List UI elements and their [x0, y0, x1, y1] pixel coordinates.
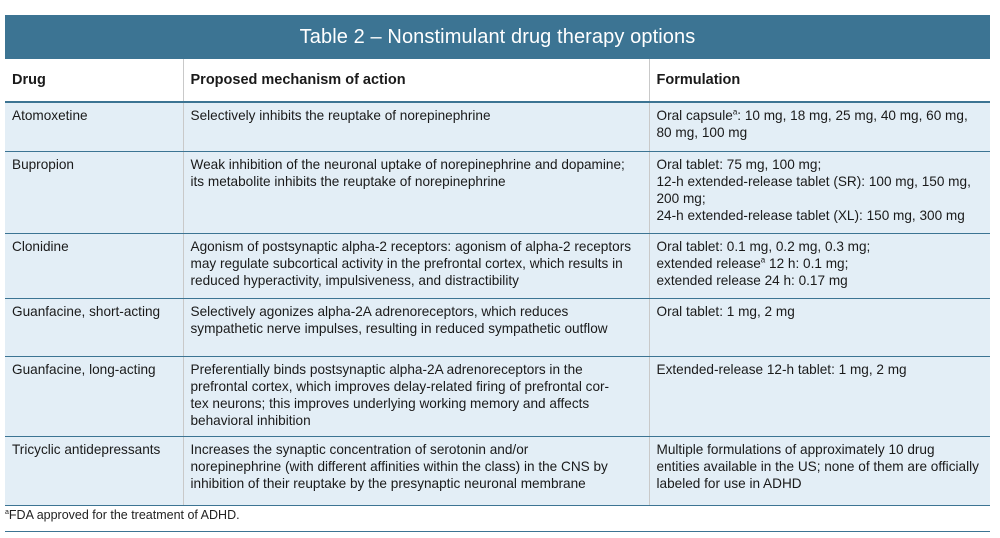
column-header-drug: Drug	[5, 59, 183, 102]
mechanism-cell	[183, 437, 649, 506]
formulation-line	[657, 458, 984, 475]
table-row	[5, 357, 990, 437]
formulation-line	[657, 207, 984, 224]
mechanism-line: Preferentially binds postsynaptic alpha-2A adrenoreceptors in the	[190, 362, 583, 377]
column-header-mechanism: Proposed mechanism of action	[183, 59, 649, 102]
drug-cell: Guanfacine, long-acting	[5, 357, 183, 437]
header-row	[5, 59, 990, 102]
formulation-line	[657, 272, 984, 289]
drug-cell: Tricyclic antidepressants	[5, 437, 183, 506]
formulation-cell	[649, 152, 990, 234]
formulation-line	[657, 441, 984, 458]
formulation-line	[657, 303, 984, 320]
mechanism-line: behavioral inhibition	[190, 413, 311, 428]
formulation-cell	[649, 234, 990, 299]
formulation-text: 80 mg, 100 mg	[656, 125, 748, 140]
mechanism-cell	[183, 234, 649, 299]
drug-table	[5, 59, 990, 506]
formulation-text: : 10 mg, 18 mg, 25 mg, 40 mg, 60 mg,	[737, 108, 968, 123]
footnote-marker: a	[732, 107, 738, 117]
mechanism-line: Selectively inhibits the reuptake of norepinephrine	[190, 108, 491, 123]
mechanism-line: prefrontal cortex, which improves delay-related firing of prefrontal cor-	[190, 379, 610, 394]
mechanism-cell	[183, 102, 649, 152]
formulation-line	[657, 361, 984, 378]
formulation-line	[657, 124, 984, 141]
formulation-text: Oral tablet: 1 mg, 2 mg	[656, 304, 795, 319]
formulation-text: entities available in the US; none of them are officially	[656, 459, 979, 474]
formulation-text: extended release 24 h: 0.17 mg	[656, 273, 848, 288]
column-header-formulation: Formulation	[649, 59, 990, 102]
formulation-text: 12-h extended-release tablet (SR): 100 mg, 150 mg,	[656, 174, 971, 189]
mechanism-line: norepinephrine (with different affinities within the class) in the CNS by	[190, 459, 608, 474]
formulation-text: Extended-release 12-h tablet: 1 mg, 2 mg	[656, 362, 907, 377]
formulation-line	[657, 238, 984, 255]
drug-cell: Atomoxetine	[5, 102, 183, 152]
mechanism-line: Weak inhibition of the neuronal uptake of norepinephrine and dopamine;	[190, 157, 625, 172]
formulation-text: 12 h: 0.1 mg;	[765, 256, 849, 271]
mechanism-line: may regulate subcortical activity in the prefrontal cortex, which results in	[190, 256, 623, 271]
formulation-line	[657, 255, 984, 272]
formulation-line	[657, 156, 984, 173]
formulation-text: Oral tablet: 75 mg, 100 mg;	[656, 157, 822, 172]
formulation-cell	[649, 437, 990, 506]
formulation-text: labeled for use in ADHD	[656, 476, 802, 491]
table-row	[5, 437, 990, 506]
mechanism-line: reduced hyperactivity, impulsiveness, and distractibility	[190, 273, 519, 288]
formulation-cell	[649, 102, 990, 152]
footnote-marker: a	[5, 508, 9, 516]
formulation-text: 200 mg;	[656, 191, 706, 206]
formulation-line	[657, 190, 984, 207]
table-row	[5, 234, 990, 299]
formulation-line	[657, 475, 984, 492]
mechanism-line: Selectively agonizes alpha-2A adrenoreceptors, which reduces	[190, 304, 569, 319]
mechanism-line: sympathetic nerve impulses, resulting in reduced sympathetic outflow	[190, 321, 608, 336]
table-row	[5, 152, 990, 234]
formulation-text: 24-h extended-release tablet (XL): 150 mg, 300 mg	[656, 208, 965, 223]
footnote	[5, 508, 990, 522]
mechanism-line: its metabolite inhibits the reuptake of norepinephrine	[190, 174, 506, 189]
mechanism-line: Agonism of postsynaptic alpha-2 receptors: agonism of alpha-2 receptors	[190, 239, 632, 254]
formulation-text: Oral capsule	[656, 108, 733, 123]
drug-cell: Guanfacine, short-acting	[5, 299, 183, 357]
table-container	[5, 15, 990, 506]
formulation-text: Multiple formulations of approximately 10 drug	[656, 442, 935, 457]
formulation-line	[657, 107, 984, 124]
bottom-divider	[5, 531, 990, 532]
mechanism-line: inhibition of their reuptake by the presynaptic neuronal membrane	[190, 476, 586, 491]
mechanism-cell	[183, 357, 649, 437]
formulation-cell	[649, 357, 990, 437]
drug-cell: Clonidine	[5, 234, 183, 299]
footnote-text: FDA approved for the treatment of ADHD.	[8, 508, 240, 522]
formulation-cell	[649, 299, 990, 357]
table-row	[5, 102, 990, 152]
table-row	[5, 299, 990, 357]
table-title: Table 2 – Nonstimulant drug therapy options	[5, 15, 990, 59]
footnote-marker: a	[760, 255, 766, 265]
mechanism-line: Increases the synaptic concentration of serotonin and/or	[190, 442, 529, 457]
mechanism-cell	[183, 152, 649, 234]
formulation-text: Oral tablet: 0.1 mg, 0.2 mg, 0.3 mg;	[656, 239, 871, 254]
mechanism-cell	[183, 299, 649, 357]
formulation-line	[657, 173, 984, 190]
drug-cell: Bupropion	[5, 152, 183, 234]
formulation-text: extended release	[656, 256, 761, 271]
mechanism-line: tex neurons; this improves underlying working memory and affects	[190, 396, 590, 411]
